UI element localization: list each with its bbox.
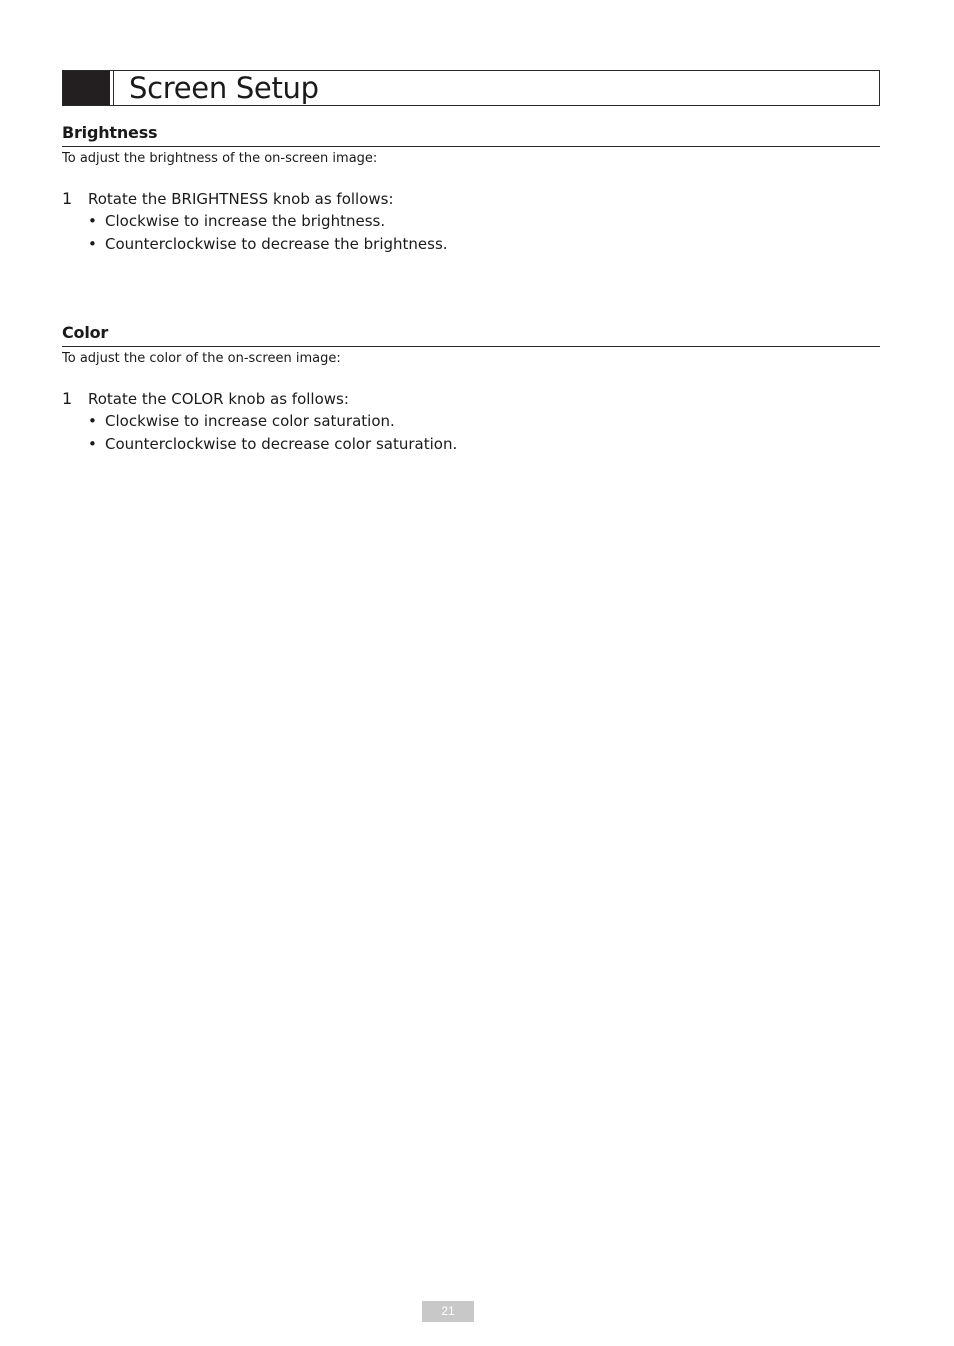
section-intro-color: To adjust the color of the on-screen image: [62,351,341,366]
section-brightness [62,123,880,255]
step-color [62,388,880,410]
title-block-decoration [63,71,113,105]
bullet-list-brightness [62,210,880,255]
section-heading-brightness: Brightness [62,123,880,147]
bullet-icon: • [88,434,97,453]
section-heading-color: Color [62,323,880,347]
list-item [88,433,880,456]
bullet-text: Counterclockwise to decrease color saturation. [105,434,458,453]
list-item [88,410,880,433]
list-item [88,233,880,256]
step-number: 1 [62,189,73,208]
step-number: 1 [62,389,73,408]
list-item [88,210,880,233]
bullet-icon: • [88,212,97,230]
bullet-text: Clockwise to increase the brightness. [105,212,386,230]
bullet-text: Clockwise to increase color saturation. [105,412,395,430]
page-title-bar [62,70,880,106]
step-brightness [62,188,880,210]
step-text: Rotate the BRIGHTNESS knob as follows: [88,190,394,208]
bullet-text: Counterclockwise to decrease the brightness. [105,234,448,253]
page-title: Screen Setup [129,71,319,105]
bullet-icon: • [88,412,97,430]
section-color [62,323,880,455]
bullet-icon: • [88,234,97,253]
step-text: Rotate the COLOR knob as follows: [88,390,349,408]
section-intro-brightness: To adjust the brightness of the on-screen image: [62,151,378,166]
page-number: 21 [422,1301,474,1322]
bullet-list-color [62,410,880,455]
